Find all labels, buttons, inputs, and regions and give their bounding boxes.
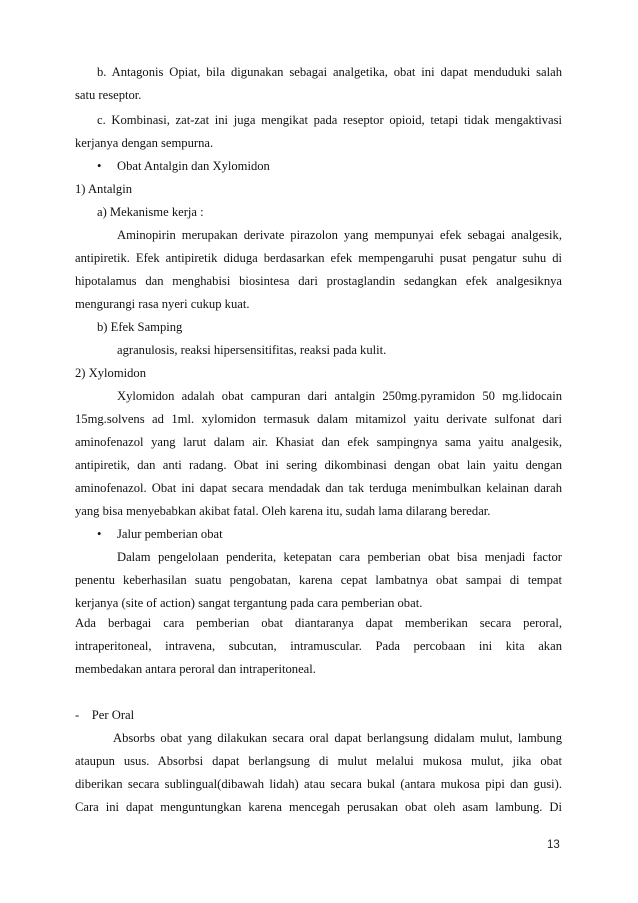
text-line: agranulosis, reaksi hipersensitifitas, reaksi pada kulit.	[117, 343, 387, 357]
text-line: antipiretik, dan anti radang. Obat ini sering dikombinasi dengan obat lain yaitu dengan	[75, 458, 562, 472]
text-line: diberikan secara sublingual(dibawah lidah) atau secara bukal (antara mukosa pipi dan gusi).	[75, 777, 562, 791]
bullet-item	[75, 156, 562, 176]
text-line: hipotalamus dan menghabisi biosintesa dari prostaglandin sedangkan efek analgesiknya	[75, 274, 562, 288]
text-line: kerjanya dengan sempurna.	[75, 136, 214, 150]
page-number: 13	[547, 839, 560, 851]
section-heading: 2) Xylomidon	[75, 366, 147, 380]
text-line: c. Kombinasi, zat-zat ini juga mengikat pada reseptor opioid, tetapi tidak mengaktivasi	[97, 113, 562, 127]
section-heading: - Per Oral	[75, 708, 135, 722]
bullet-text: Jalur pemberian obat	[117, 527, 223, 541]
text-line: Xylomidon adalah obat campuran dari antalgin 250mg.pyramidon 50 mg.lidocain	[117, 389, 562, 403]
blank-line	[75, 682, 562, 702]
text-line: aminofenazol. Obat ini dapat secara mendadak dan tak terduga menimbulkan kelainan darah	[75, 481, 562, 495]
bullet-icon: •	[97, 527, 102, 541]
text-line: yang bisa menyebabkan akibat fatal. Oleh karena itu, sudah lama dilarang beredar.	[75, 504, 491, 518]
bullet-item	[75, 524, 562, 544]
text-line: antipiretik. Efek antipiretik diduga berdasarkan efek mempengaruhi pusat pengatur suhu di	[75, 251, 562, 265]
subsection-heading: a) Mekanisme kerja :	[97, 205, 204, 219]
text-line: intraperitoneal, intravena, subcutan, intramuscular. Pada percobaan ini kita akan	[75, 639, 562, 653]
bullet-icon: •	[97, 159, 102, 173]
text-line: Aminopirin merupakan derivate pirazolon yang mempunyai efek sebagai analgesik,	[117, 228, 562, 242]
text-line: Cara ini dapat menguntungkan karena mencegah perusakan obat oleh asam lambung. Di	[75, 800, 562, 814]
text-line: mengurangi rasa nyeri cukup kuat.	[75, 297, 250, 311]
bullet-text: Obat Antalgin dan Xylomidon	[117, 159, 270, 173]
subsection-heading: b) Efek Samping	[97, 320, 183, 334]
section-heading: 1) Antalgin	[75, 182, 133, 196]
text-line: 15mg.solvens ad 1ml. xylomidon termasuk dalam mitamizol yaitu derivate sulfonat dari	[75, 412, 562, 426]
text-line: membedakan antara peroral dan intraperitoneal.	[75, 662, 316, 676]
text-line: Absorbs obat yang dilakukan secara oral dapat berlangsung didalam mulut, lambung	[113, 731, 562, 745]
text-line: aminofenazol yang larut dalam air. Khasiat dan efek sampingnya sama yaitu analgesik,	[75, 435, 562, 449]
text-line: penentu keberhasilan suatu pengobatan, karena cepat lambatnya obat sampai di tempat	[75, 573, 562, 587]
text-line: b. Antagonis Opiat, bila digunakan sebagai analgetika, obat ini dapat menduduki salah	[97, 65, 562, 79]
text-line: kerjanya (site of action) sangat tergantung pada cara pemberian obat.	[75, 596, 423, 610]
text-line: satu reseptor.	[75, 88, 142, 102]
text-line: Dalam pengelolaan penderita, ketepatan cara pemberian obat bisa menjadi factor	[117, 550, 562, 564]
text-line: ataupun usus. Absorbsi dapat berlangsung di mulut melalui mukosa mulut, jika obat	[75, 754, 562, 768]
text-line: Ada berbagai cara pemberian obat diantaranya dapat memberikan secara peroral,	[75, 616, 562, 630]
page-body	[75, 62, 562, 817]
